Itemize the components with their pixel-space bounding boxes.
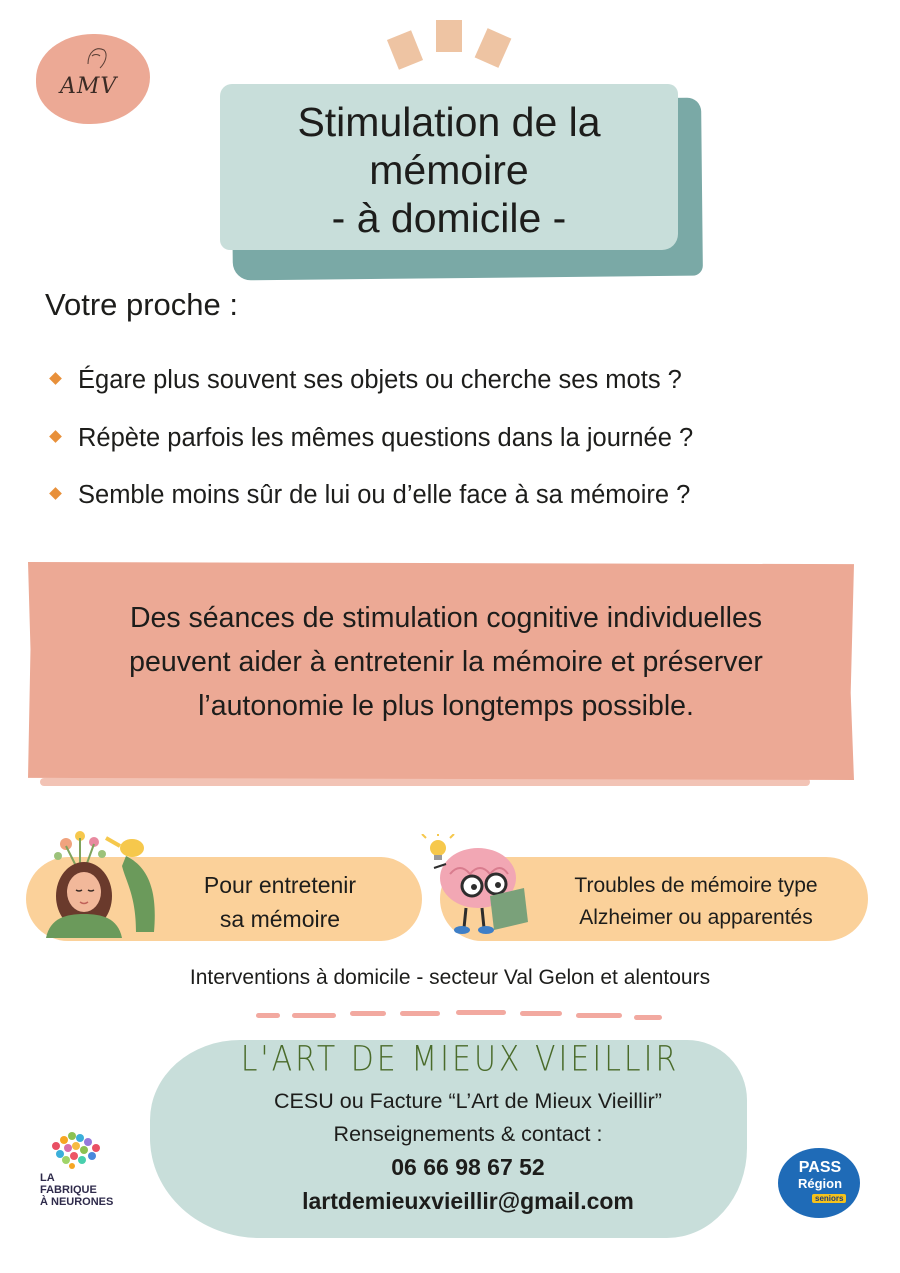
highlight-text	[40, 596, 852, 728]
fabrique-logo-text	[40, 1172, 120, 1208]
orange-diamond-icon	[49, 430, 62, 443]
pill-entretenir-text	[170, 868, 390, 936]
intro-text: Votre proche :	[45, 287, 239, 322]
pill-alzheimer-text	[536, 870, 856, 934]
email-address[interactable]: lartdemieuxvieillir@gmail.com	[302, 1188, 634, 1214]
divider-dash	[292, 1013, 336, 1018]
woman-watering-flowers-icon	[36, 826, 166, 938]
face-sketch-icon	[84, 44, 110, 72]
interventions-text: Interventions à domicile - secteur Val Gelon et alentours	[189, 966, 711, 989]
bullet-text: Égare plus souvent ses objets ou cherche ses mots ?	[78, 366, 682, 394]
pass-line: PASS	[798, 1159, 842, 1176]
amv-logo-text: AMV	[60, 74, 118, 99]
bullet-text: Semble moins sûr de lui ou d’elle face à sa mémoire ?	[78, 481, 691, 509]
pass-region-tag: seniors	[812, 1194, 846, 1203]
bullet-item	[45, 481, 885, 510]
bullet-item	[45, 366, 885, 395]
divider-dash	[456, 1010, 506, 1015]
phone-number[interactable]: 06 66 98 67 52	[391, 1154, 545, 1180]
divider-dash	[520, 1011, 562, 1016]
divider-dash	[400, 1011, 440, 1016]
divider-dash	[634, 1015, 662, 1020]
brain-reading-icon	[420, 834, 545, 938]
divider-dash	[576, 1013, 622, 1018]
fabrique-line: À NEURONES	[40, 1196, 114, 1208]
highlight-brush-edge	[40, 778, 810, 786]
contact-heading: Renseignements & contact :	[333, 1122, 603, 1146]
pass-line: Région	[797, 1176, 843, 1191]
bullet-text: Répète parfois les mêmes questions dans la journée ?	[78, 424, 694, 452]
page-title: Stimulation de la mémoire - à domicile -	[297, 99, 601, 241]
pill-line: Pour entretenir	[203, 872, 357, 898]
bullet-item	[45, 424, 885, 453]
decorative-tick	[436, 20, 462, 52]
pill-line: sa mémoire	[219, 906, 341, 932]
fabrique-line: LA	[40, 1172, 55, 1184]
payment-info: CESU ou Facture “L’Art de Mieux Vieillir”	[274, 1089, 662, 1113]
pill-line: Troubles de mémoire type	[574, 874, 818, 897]
highlight-line: peuvent aider à entretenir la mémoire et préserver	[129, 646, 763, 678]
divider-dash	[350, 1011, 386, 1016]
divider-dash	[256, 1013, 280, 1018]
fabrique-neurones-logo-icon	[44, 1130, 110, 1174]
decorative-tick	[387, 30, 423, 69]
orange-diamond-icon	[49, 487, 62, 500]
highlight-line: Des séances de stimulation cognitive individuelles	[129, 602, 763, 634]
decorative-tick	[475, 28, 512, 68]
brand-name: L'ART DE MIEUX VIEILLIR	[240, 1039, 680, 1080]
fabrique-line: FABRIQUE	[40, 1184, 97, 1196]
pass-region-text	[780, 1160, 860, 1192]
highlight-line: l’autonomie le plus longtemps possible.	[198, 690, 694, 722]
orange-diamond-icon	[49, 372, 62, 385]
pill-line: Alzheimer ou apparentés	[579, 906, 813, 929]
